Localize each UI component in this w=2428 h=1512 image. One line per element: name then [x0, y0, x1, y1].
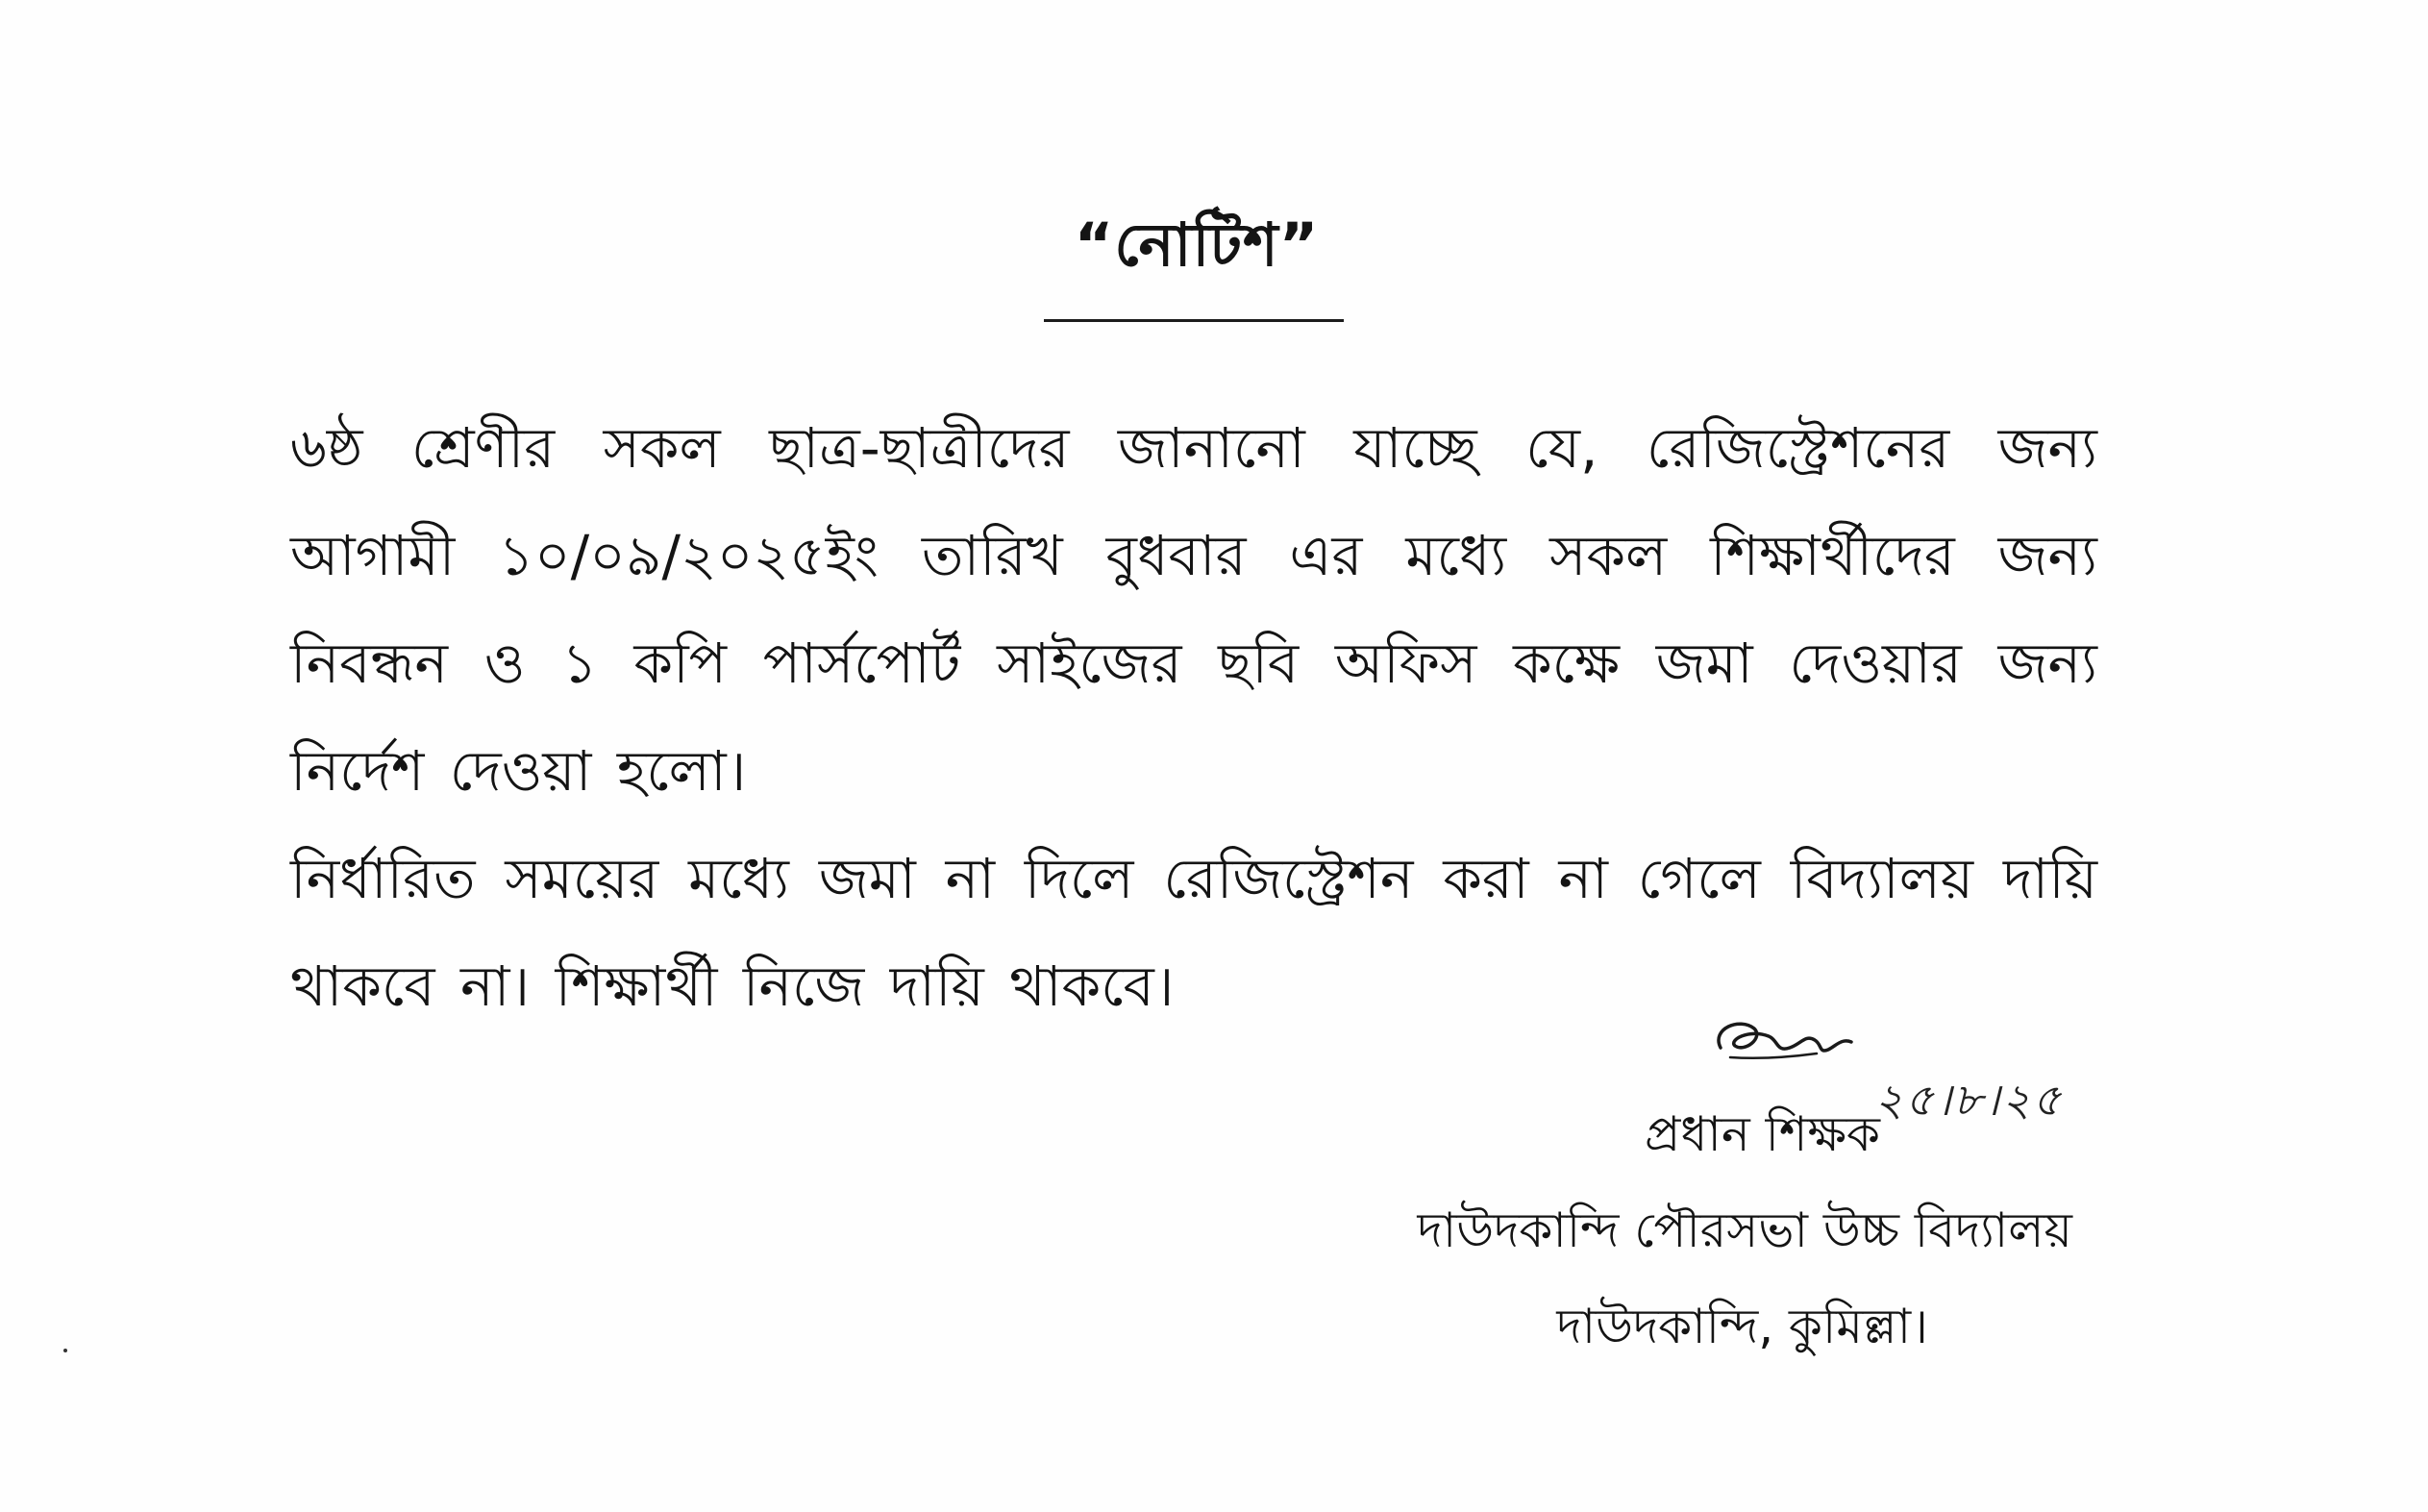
notice-title: “নোটিশ”	[1074, 210, 1320, 280]
school-name: দাউদকান্দি পৌরসভা উচ্চ বিদ্যালয়	[1417, 1202, 2072, 1258]
notice-paragraph-2: নির্ধারিত সময়ের মধ্যে জমা না দিলে রেজিস্ট্রেশন করা না গেলে বিদ্যালয় দায়ি থাকবে না। শিক্ষার্থী নিজে দায়ি থাকবে।	[290, 846, 2097, 1019]
signature-date: ২৫।৮।২৫	[1874, 1074, 2064, 1126]
signatory-designation: প্রধান শিক্ষক	[1645, 1106, 1880, 1162]
handwritten-signature	[1701, 1000, 1894, 1077]
school-location: দাউদকান্দি, কুমিল্লা।	[1556, 1299, 1928, 1354]
scan-speck	[63, 1349, 67, 1352]
signature-block	[1417, 1086, 2072, 1375]
title-underline	[1044, 319, 1344, 322]
notice-paragraph-1: ৬ষ্ঠ শ্রেণীর সকল ছাত্র-ছাত্রীদের জানানো যাচ্ছে যে, রেজিস্ট্রেশনের জন্য আগামী ১০/০৯/২০২৫ইং তারিখ বুধবার এর মধ্যে সকল শিক্ষার্থীদের জন্য নিবন্ধন ও ১ কপি পার্সপোর্ট সাইজের ছবি অফিস কক্ষে জমা দেওয়ার জন্য নির্দেশ দেওয়া হলো।	[290, 415, 2097, 804]
notice-body	[290, 394, 2097, 1040]
